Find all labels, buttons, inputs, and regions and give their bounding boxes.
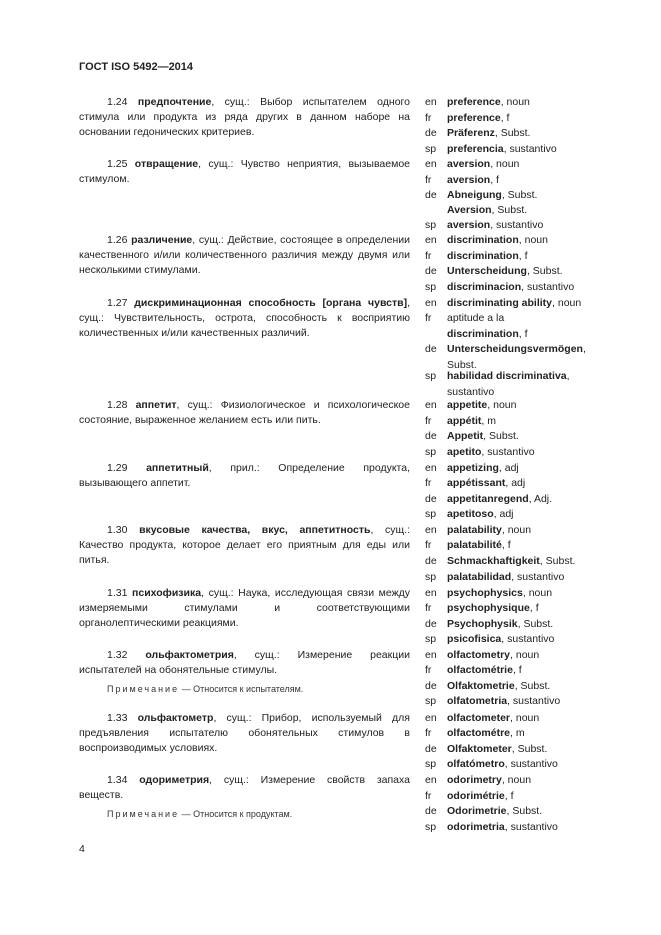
translation-term: odorimetria [447,821,505,833]
translation-pos: , sustantivo [481,446,535,458]
term-entry-1-27 [79,296,410,341]
translation-term: Olfaktometrie [447,680,515,692]
translation-text [447,311,605,342]
translation-text [447,280,605,296]
language-code: sp [425,446,437,458]
translation-term: aversion [447,219,491,231]
term-number: 1.24 [107,96,128,108]
translation-row [425,632,605,648]
page-number: 4 [79,843,85,855]
translation-text [447,369,605,400]
translation-row [425,188,605,204]
language-code: en [425,158,437,170]
translation-row [425,507,605,523]
term-number: 1.29 [107,462,128,474]
translation-term: palatabilité [447,539,502,551]
translation-pos: , noun [518,234,548,246]
language-code: de [425,127,437,139]
term-entry-1-29 [79,461,410,491]
language-code: sp [425,219,437,231]
translation-row [425,789,605,805]
translation-pos: , Subst. [506,805,543,817]
translation-text [447,632,605,648]
translation-row [425,804,605,820]
translation-row [425,694,605,710]
translation-row [425,461,605,477]
language-code: en [425,649,437,661]
translation-row [425,663,605,679]
translation-term: Olfaktometer [447,743,512,755]
translation-term: preference [447,112,501,124]
translation-text [447,203,605,219]
translation-pos: , Subst. [517,618,554,630]
translation-text [447,554,605,570]
translation-term: psicofisica [447,633,502,645]
translation-text [447,538,605,554]
language-code: sp [425,633,437,645]
term-entry-1-32 [79,648,410,696]
translation-text [447,126,605,142]
translation-pos: , noun [500,96,530,108]
term-number: 1.30 [107,524,128,536]
translation-row [425,554,605,570]
term-definition: , сущ.: Физиологическое и психологическое состояние, выраженное желанием есть или пить. [79,399,410,426]
language-code: sp [425,143,437,155]
language-code: de [425,265,437,277]
note-text: — Относится к испытателям. [179,684,304,694]
translation-row [425,538,605,554]
translation-term: habilidad discriminativa [447,370,567,382]
translation-text [447,111,605,127]
language-code: fr [425,477,432,489]
translation-row [425,726,605,742]
translation-row [425,249,605,265]
translation-text [447,398,605,414]
document-header: ГОСТ ISO 5492—2014 [79,61,194,73]
translation-pos: , Subst. [539,555,576,567]
translation-text [447,188,605,204]
translation-row [425,369,605,400]
term-name: одориметрия [139,774,210,786]
language-code: fr [425,790,432,802]
note-text: — Относится к продуктам. [179,809,293,819]
language-code: fr [425,112,432,124]
translation-term: Odorimetrie [447,805,507,817]
language-code: en [425,399,437,411]
translation-row [425,173,605,189]
language-code: sp [425,758,437,770]
translation-row [425,711,605,727]
term-name: различение [131,234,193,246]
translation-text [447,249,605,265]
language-code: de [425,343,437,355]
translation-pos: , sustantivo [503,143,557,155]
language-code: en [425,774,437,786]
translation-row [425,126,605,142]
translation-text [447,820,605,836]
translation-row [425,601,605,617]
translation-row [425,757,605,773]
translation-term: discriminacion [447,281,522,293]
language-code: de [425,189,437,201]
translation-text [447,742,605,758]
translation-pos: , Subst. [511,743,548,755]
language-code [425,203,447,219]
translation-pos: , adj [498,462,519,474]
language-code: fr [425,174,432,186]
translation-term: aversion [447,158,491,170]
language-code: de [425,680,437,692]
translation-row [425,203,605,219]
translation-pos: , m [481,415,497,427]
translation-text [447,414,605,430]
translation-text [447,523,605,539]
term-number: 1.26 [107,234,128,246]
translation-pos: , Subst. [514,680,551,692]
term-entry-1-26 [79,233,410,278]
translation-text [447,445,605,461]
translation-pos: , f [518,250,528,262]
translation-term: Unterscheidung [447,265,527,277]
term-entry-1-33 [79,711,410,756]
translation-text [447,157,605,173]
translation-term: olfactometer [447,712,511,724]
term-entry-1-34 [79,773,410,821]
note-label: Примечание [107,684,180,694]
translation-row [425,617,605,633]
translation-pos: , sustantivo [501,633,555,645]
term-number: 1.27 [107,297,128,309]
translation-pos: , Subst. [483,430,519,442]
term-definition: , сущ.: Чувствительность, острота, способность к восприятию количественных и/или качественных различий. [79,297,411,339]
translation-row [425,398,605,414]
translation-term: aversion [447,174,491,186]
language-code: sp [425,821,437,833]
translation-term: olfactometry [447,649,511,661]
translation-pos: , sustantivo [490,219,544,231]
language-code: de [425,618,437,630]
translation-text [447,804,605,820]
translation-row [425,586,605,602]
translation-pos: , adj [505,477,526,489]
translation-text [447,507,605,523]
language-code: sp [425,695,437,707]
translation-row [425,476,605,492]
translation-term: preference [447,96,501,108]
language-code: fr [425,727,432,739]
translation-text [447,218,605,234]
language-code: sp [425,370,437,382]
term-number: 1.31 [107,587,128,599]
translation-term: apetito [447,446,482,458]
translation-row [425,414,605,430]
translation-pos: , f [490,174,499,186]
term-number: 1.25 [107,158,128,170]
translation-text [447,476,605,492]
note-label: Примечание [107,809,180,819]
translation-pos: , noun [501,524,532,536]
language-code: en [425,234,437,246]
translation-text [447,461,605,477]
language-code: sp [425,281,437,293]
translation-pos: , noun [510,649,540,661]
translation-pos: , f [500,112,510,124]
translation-term: appetitanregend [447,493,529,505]
translation-row [425,218,605,234]
translation-term: Psychophysik [447,618,518,630]
translation-term: Schmackhaftigkeit [447,555,540,567]
translation-pos: , f [529,602,539,614]
term-entry-1-30 [79,523,410,568]
translation-row [425,742,605,758]
translation-term: odorimétrie [447,790,505,802]
translation-term: odorimetry [447,774,502,786]
translation-term: psychophysics [447,587,523,599]
term-note [79,808,410,821]
language-code: fr [425,539,432,551]
translation-pos: , noun [501,774,532,786]
translation-pos: , Subst. [491,204,528,216]
translation-term: Aversion [447,204,492,216]
term-name: психофизика [132,587,202,599]
translation-term: Abneigung [447,189,502,201]
translation-pos: , Subst. [501,189,538,201]
translation-pos: , noun [487,399,517,411]
translation-term: appétit [447,415,482,427]
translation-row [425,111,605,127]
translation-term: palatabilidad [447,571,512,583]
translation-term: appetizing [447,462,499,474]
translation-row [425,679,605,695]
translation-text [447,726,605,742]
translation-pos: , Subst. [494,127,531,139]
language-code: fr [425,602,432,614]
term-name: отвращение [134,158,199,170]
translation-text [447,492,605,508]
translation-pos: , noun [552,297,582,309]
translation-term: appétissant [447,477,506,489]
translation-row [425,648,605,664]
translation-text [447,663,605,679]
term-entry-1-31 [79,586,410,631]
translation-row [425,157,605,173]
translation-text [447,264,605,280]
translation-row [425,296,605,312]
translation-row [425,280,605,296]
translation-text [447,601,605,617]
translation-text [447,95,605,111]
translation-pos: , sustantivo [511,571,565,583]
term-definition: , прил.: Определение продукта, вызывающего аппетит. [79,462,410,489]
term-definition: , сущ.: Измерение свойств запаха веществ. [79,774,410,801]
translation-pos: , sustantivo [447,370,570,398]
language-code: fr [425,312,432,324]
translation-row [425,523,605,539]
translation-row [425,492,605,508]
translation-pos: , noun [490,158,520,170]
translation-row [425,773,605,789]
translation-text [447,296,605,312]
language-code: en [425,712,437,724]
language-code: en [425,462,437,474]
translation-pos: , Subst. [447,343,586,371]
translation-term: olfactométrie [447,664,513,676]
translation-text [447,789,605,805]
translation-pos: , m [510,727,525,739]
term-definition: , сущ.: Качество продукта, которое делает его приятным для еды или питья. [79,524,410,566]
language-code: fr [425,415,432,427]
term-name: аппетит [135,399,177,411]
translation-pos: , Adj. [528,493,553,505]
translation-term: discriminating ability [447,297,553,309]
translation-term: Präferenz [447,127,495,139]
term-number: 1.34 [107,774,128,786]
translation-pos: , adj [493,508,514,520]
term-name: ольфактометр [137,712,214,724]
translation-pos: , Subst. [526,265,563,277]
translation-term: olfatómetro [447,758,505,770]
language-code: en [425,587,437,599]
translation-term: apetitoso [447,508,494,520]
term-definition: , сущ.: Чувство неприятия, вызываемое стимулом. [79,158,410,185]
language-code: sp [425,571,437,583]
translation-text [447,173,605,189]
translation-text [447,586,605,602]
term-number: 1.33 [107,712,128,724]
translation-row [425,820,605,836]
term-entry-1-24 [79,95,410,140]
term-number: 1.28 [107,399,128,411]
translation-pos: , sustantivo [507,695,561,707]
language-code: en [425,524,437,536]
translation-row [425,311,605,342]
translation-row [425,445,605,461]
translation-term: Unterscheidungsvermögen [447,343,583,355]
translation-text [447,233,605,249]
language-code: de [425,805,437,817]
term-definition: , сущ.: Прибор, используемый для предъявления испытателю обонятельных стимулов в воспроизводимых условиях. [79,712,410,754]
translation-row [425,233,605,249]
translation-pos: , noun [510,712,540,724]
language-code: en [425,297,437,309]
term-name: аппетитный [146,462,209,474]
term-entry-1-28 [79,398,410,428]
translation-row [425,429,605,445]
translation-pos: , sustantivo [504,821,558,833]
term-definition: , сущ.: Наука, исследующая связи между измеряемыми стимулами и соответствующими органолептическими реакциями. [79,587,410,629]
translation-pos: , f [518,327,528,340]
translation-text [447,773,605,789]
translation-term: olfatometria [447,695,508,707]
translation-term: palatability [447,524,502,536]
term-definition: , сущ.: Выбор испытателем одного стимула или продукта из ряда других в данном наборе на основании гедонических критериев. [79,96,410,138]
translation-term: olfactométre [447,727,511,739]
translation-term: appetite [447,399,488,411]
translation-term: preferencia [447,143,504,155]
term-name: дискриминационная способность [органа чувств] [134,297,408,309]
translation-text [447,648,605,664]
translation-text [447,617,605,633]
term-definition: , сущ.: Действие, состоящее в определении качественного и/или количественного различия между двумя или несколькими стимулами. [79,234,411,276]
language-code: fr [425,664,432,676]
translation-text [447,757,605,773]
translation-row [425,570,605,586]
translation-text [447,142,605,158]
translation-pos: , f [512,664,522,676]
translation-term: Appetit [447,430,484,442]
language-code: de [425,555,437,567]
translation-row [425,95,605,111]
term-definition: , сущ.: Измерение реакции испытателей на обонятельные стимулы. [79,649,410,676]
translation-text [447,679,605,695]
translation-pos: , noun [522,587,553,599]
translation-pos: , sustantivo [504,758,558,770]
translation-text [447,570,605,586]
translation-text [447,711,605,727]
translation-term: psychophysique [447,602,530,614]
translation-text [447,429,605,445]
translation-pos: , f [501,539,511,551]
translation-term: discrimination [447,234,519,246]
translation-row [425,142,605,158]
translation-text [447,694,605,710]
translation-row [425,264,605,280]
translation-pos: , f [504,790,514,802]
term-name: вкусовые качества, вкус, аппетитность [139,524,371,536]
language-code: sp [425,508,437,520]
translation-term: discrimination [447,250,519,262]
translation-pos: , sustantivo [521,281,575,293]
language-code: de [425,493,437,505]
translation-term: discrimination [447,327,519,340]
translation-prefix: aptitude a la [447,312,505,324]
language-code: de [425,430,437,442]
language-code: en [425,96,437,108]
language-code: de [425,743,437,755]
language-code: fr [425,250,432,262]
term-note [79,683,410,696]
term-name: ольфактометрия [145,649,234,661]
term-number: 1.32 [107,649,128,661]
term-entry-1-25 [79,157,410,187]
term-name: предпочтение [137,96,212,108]
